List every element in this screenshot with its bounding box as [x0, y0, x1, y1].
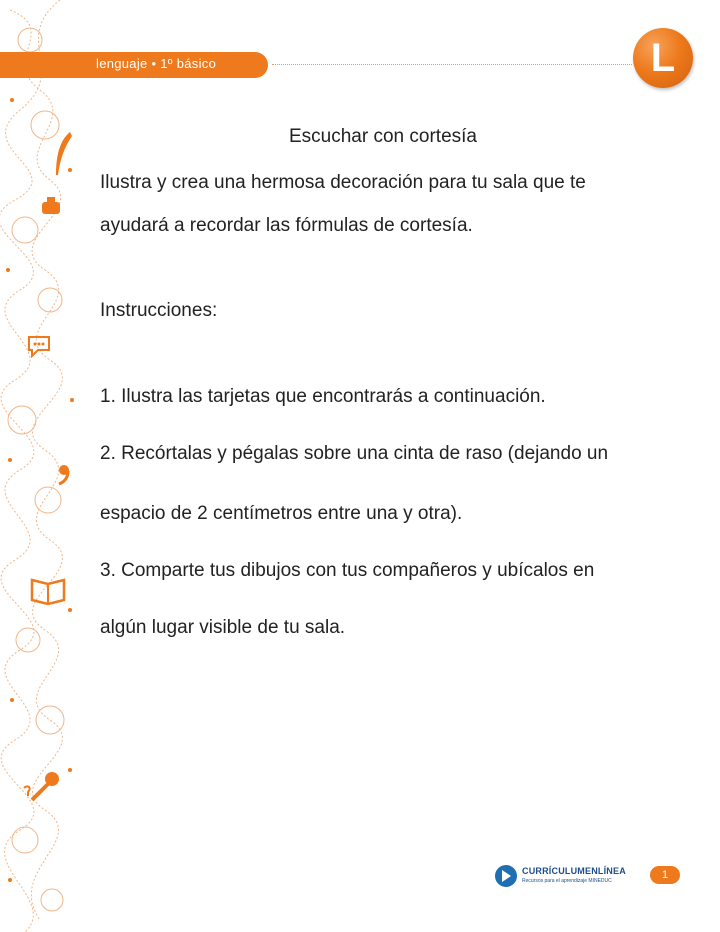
page-number: 1 [650, 866, 680, 884]
header-divider [272, 64, 632, 65]
badge-letter: L [650, 36, 676, 80]
microphone-icon [22, 770, 62, 806]
instruction-step-3-line-2: algún lugar visible de tu sala. [100, 617, 346, 638]
comma-icon [56, 464, 70, 486]
instructions-heading: Instrucciones: [100, 300, 218, 321]
ink-bottle-icon [40, 196, 62, 216]
feather-quill-icon [52, 130, 74, 180]
logo-arrow-icon [494, 864, 518, 888]
instruction-step-3-line-1: 3. Comparte tus dibujos con tus compañeros y ubícalos en [100, 560, 595, 581]
speech-bubble-icon [26, 334, 52, 358]
instruction-step-1: 1. Ilustra las tarjetas que encontrarás a continuación. [100, 386, 546, 407]
subject-label: lenguaje • 1º básico [96, 56, 217, 71]
instruction-step-2-line-2: espacio de 2 centímetros entre una y otra). [100, 503, 463, 524]
subject-badge [633, 28, 693, 88]
curriculum-logo [494, 862, 634, 892]
intro-line-2: ayudará a recordar las fórmulas de cortesía. [100, 215, 473, 236]
instruction-step-2-line-1: 2. Recórtalas y pégalas sobre una cinta de raso (dejando un [100, 443, 609, 464]
page-title: Escuchar con cortesía [289, 126, 477, 147]
logo-text: CURRÍCULUMENLÍNEA [522, 866, 626, 876]
open-book-icon [28, 574, 68, 606]
logo-subtext: Recursos para el aprendizaje MINEDUC [522, 878, 612, 884]
intro-line-1: Ilustra y crea una hermosa decoración para tu sala que te [100, 172, 586, 193]
